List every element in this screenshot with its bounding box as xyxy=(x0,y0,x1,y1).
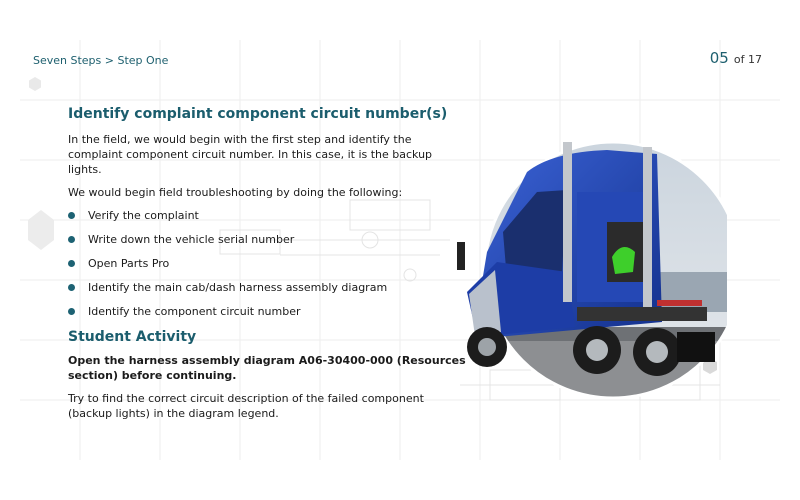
slide xyxy=(20,40,780,460)
hexagon-icon xyxy=(28,77,42,91)
activity-title: Student Activity xyxy=(68,329,197,345)
hexagon-icon xyxy=(28,210,54,250)
bullet-dot-icon xyxy=(68,260,75,267)
page-counter xyxy=(710,48,762,67)
page-current: 05 xyxy=(709,49,729,67)
step-label: Identify the component circuit number xyxy=(88,305,301,318)
bullet-dot-icon xyxy=(68,284,75,291)
steps-list xyxy=(68,208,468,319)
list-item xyxy=(68,304,468,319)
breadcrumb: Seven Steps > Step One xyxy=(33,54,169,67)
bullet-dot-icon xyxy=(68,212,75,219)
list-item xyxy=(68,280,468,295)
activity-text: Try to find the correct circuit description of the failed component (backup lights) in the diagram legend. xyxy=(68,392,424,420)
step-label: Verify the complaint xyxy=(88,209,199,222)
truck-image xyxy=(457,122,727,402)
slide-header xyxy=(20,40,780,76)
bullet-dot-icon xyxy=(68,236,75,243)
bullet-dot-icon xyxy=(68,308,75,315)
step-label: Write down the vehicle serial number xyxy=(88,233,295,246)
list-item xyxy=(68,232,468,247)
intro-paragraph: In the field, we would begin with the first step and identify the complaint component circuit number. In this case, it is the backup lights. xyxy=(68,133,433,176)
list-item xyxy=(68,208,468,223)
list-item xyxy=(68,256,468,271)
step-label: Identify the main cab/dash harness assembly diagram xyxy=(88,281,388,294)
step-label: Open Parts Pro xyxy=(88,257,170,270)
page-total: of 17 xyxy=(733,53,762,66)
slide-title: Identify complaint component circuit number(s) xyxy=(68,106,448,122)
lead-paragraph: We would begin field troubleshooting by doing the following: xyxy=(68,186,403,199)
activity-instruction: Open the harness assembly diagram A06-30400-000 (Resources section) before continuing. xyxy=(68,354,466,382)
slide-content xyxy=(68,106,468,429)
